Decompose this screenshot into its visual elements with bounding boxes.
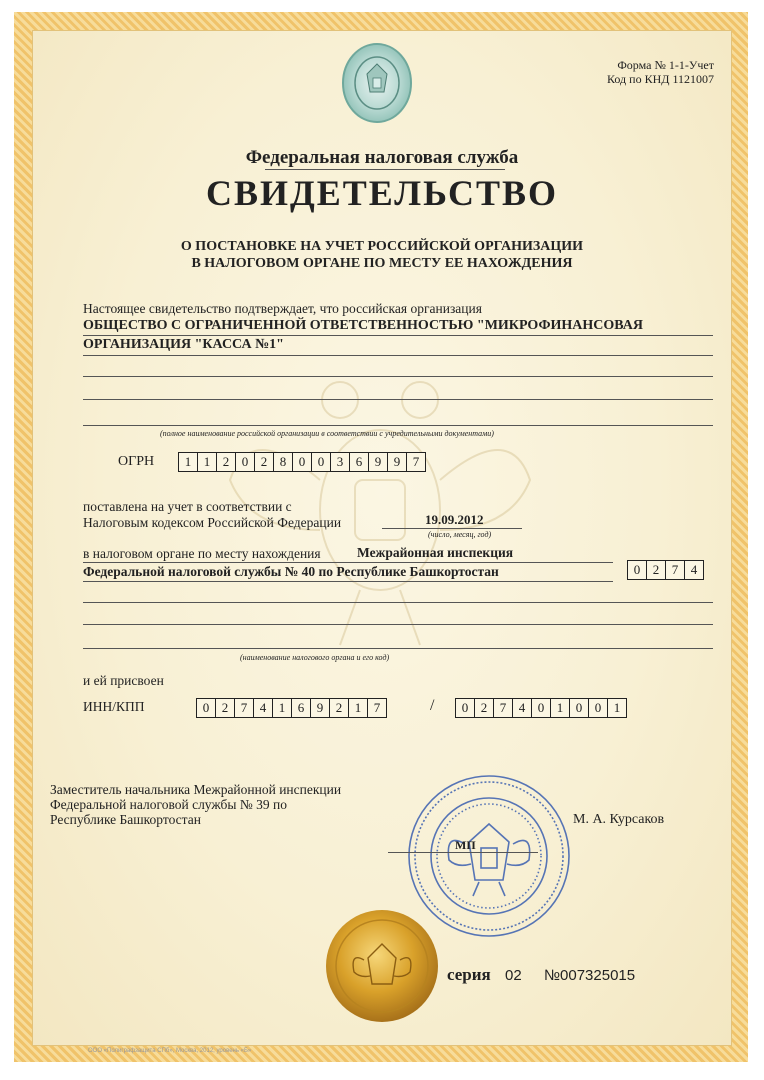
serial-block: [447, 965, 635, 985]
inn-digit: 2: [330, 699, 349, 717]
signer-position-line-3: Республике Башкортостан: [50, 812, 201, 827]
kpp-digit: 4: [513, 699, 532, 717]
subtitle-line-1: О ПОСТАНОВКЕ НА УЧЕТ РОССИЙСКОЙ ОРГАНИЗАЦИИ: [180, 239, 584, 254]
inn-digit: 0: [197, 699, 216, 717]
authority-rule-1: [83, 562, 613, 563]
agency-underline: [265, 169, 505, 170]
kpp-digit: 0: [589, 699, 608, 717]
authority-intro: в налоговом органе по месту нахождения: [83, 546, 321, 561]
name-rule-5: [83, 425, 713, 426]
authority-name-line-2: Федеральной налоговой службы № 40 по Республике Башкортостан: [83, 564, 499, 579]
kpp-digit: 0: [570, 699, 589, 717]
authority-rule-3: [83, 602, 713, 603]
inn-kpp-separator: /: [430, 697, 435, 714]
inn-digit: 1: [273, 699, 292, 717]
assignment-intro: и ей присвоен: [83, 673, 164, 688]
registration-date: 19.09.2012: [425, 512, 484, 527]
name-rule-1: [83, 335, 713, 336]
name-rule-2: [83, 355, 713, 356]
inn-digit: 7: [235, 699, 254, 717]
inn-digit: 2: [216, 699, 235, 717]
signature-line: [388, 852, 538, 853]
ogrn-digit: 2: [217, 453, 236, 471]
gold-hologram-seal-icon: [324, 908, 440, 1024]
signer-position-line-1: Заместитель начальника Межрайонной инспекции: [50, 782, 342, 797]
inn-kpp-label: ИНН/КПП: [83, 699, 145, 714]
authority-rule-5: [83, 648, 713, 649]
knd-code: Код по КНД 1121007: [607, 72, 714, 86]
ogrn-digit-boxes: [178, 452, 426, 472]
inn-digit: 6: [292, 699, 311, 717]
signer-position: [50, 782, 341, 827]
kpp-digit: 7: [494, 699, 513, 717]
kpp-digit: 0: [532, 699, 551, 717]
signer-position-line-2: Федеральной налоговой службы № 39 по: [50, 797, 287, 812]
authority-code-digit: 4: [690, 562, 698, 577]
kpp-digit: 1: [613, 700, 621, 715]
series-label: серия: [447, 965, 491, 984]
organization-name-line-1: ОБЩЕСТВО С ОГРАНИЧЕННОЙ ОТВЕТСТВЕННОСТЬЮ "МИКРОФИНАНСОВАЯ: [83, 318, 643, 333]
inn-digit: 9: [311, 699, 330, 717]
ogrn-digit: 0: [293, 453, 312, 471]
authority-code-digit: 7: [666, 561, 685, 579]
ogrn-digit: 9: [388, 453, 407, 471]
ogrn-digit: 0: [236, 453, 255, 471]
ogrn-label: ОГРН: [118, 454, 155, 469]
hologram-emblem-icon: [340, 42, 414, 124]
serial-number: №007325015: [543, 967, 636, 984]
series-value: 02: [505, 967, 522, 984]
agency-name: Федеральная налоговая служба: [245, 147, 519, 168]
kpp-digit: 2: [475, 699, 494, 717]
printer-footer: ООО «Полиграфзащита СПб», Москва, 2012, уровень «Б»: [88, 1048, 252, 1054]
authority-name-line-1: Межрайонная инспекция: [357, 545, 514, 560]
kpp-digit-boxes: [455, 698, 627, 718]
inn-digit-boxes: [196, 698, 387, 718]
inn-digit: 1: [349, 699, 368, 717]
subtitle-line-2: В НАЛОГОВОМ ОРГАНЕ ПО МЕСТУ ЕЕ НАХОЖДЕНИЯ: [191, 256, 573, 271]
ogrn-digit: 7: [412, 454, 420, 469]
date-underline: [382, 528, 522, 529]
document-title: СВИДЕТЕЛЬСТВО: [205, 173, 559, 213]
ogrn-digit: 3: [331, 453, 350, 471]
signer-name: М. А. Курсаков: [573, 812, 665, 827]
date-caption: (число, месяц, год): [428, 530, 492, 539]
ogrn-digit: 8: [274, 453, 293, 471]
organization-name-line-2: ОРГАНИЗАЦИЯ "КАССА №1": [83, 337, 284, 352]
inn-digit: 4: [254, 699, 273, 717]
name-rule-3: [83, 376, 713, 377]
ogrn-digit: 1: [198, 453, 217, 471]
seal-placeholder-mp: МП: [455, 838, 476, 852]
document-subtitle: [0, 238, 764, 272]
form-number: Форма № 1-1-Учет: [617, 58, 714, 72]
authority-caption: (наименование налогового органа и его код): [240, 653, 390, 662]
inn-digit: 7: [373, 700, 381, 715]
ogrn-digit: 6: [350, 453, 369, 471]
registration-line-1: поставлена на учет в соответствии с: [83, 499, 292, 514]
kpp-digit: 1: [551, 699, 570, 717]
ogrn-digit: 2: [255, 453, 274, 471]
ogrn-digit: 9: [369, 453, 388, 471]
kpp-digit: 0: [456, 699, 475, 717]
name-rule-4: [83, 399, 713, 400]
certificate-intro: Настоящее свидетельство подтверждает, что российская организация: [83, 301, 482, 316]
registration-line-2: Налоговым кодексом Российской Федерации: [83, 515, 342, 530]
ogrn-digit: 0: [312, 453, 331, 471]
form-reference: [607, 58, 714, 86]
authority-code-digit: 2: [647, 561, 666, 579]
organization-name-caption: (полное наименование российской организации в соответствии с учредительными документами): [160, 429, 494, 438]
authority-rule-4: [83, 624, 713, 625]
authority-code-digit: 0: [628, 561, 647, 579]
authority-code-boxes: [627, 560, 704, 580]
authority-rule-2: [83, 581, 613, 582]
ogrn-digit: 1: [179, 453, 198, 471]
